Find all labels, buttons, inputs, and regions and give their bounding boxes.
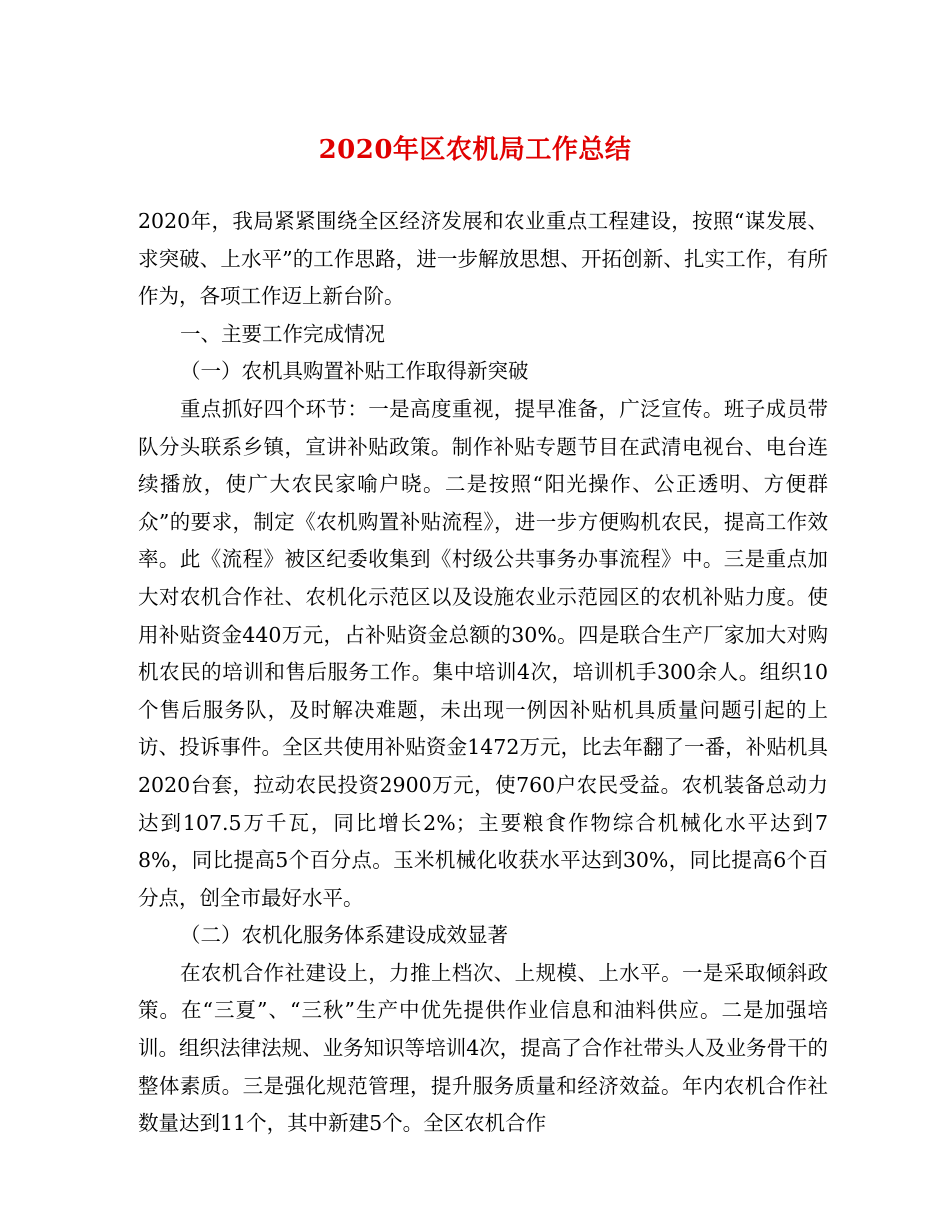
document-title: 2020年区农机局工作总结: [318, 135, 632, 165]
heading-subsection-1: （一）农机具购置补贴工作取得新突破: [180, 359, 529, 384]
heading-section-1: 一、主要工作完成情况: [180, 321, 385, 346]
paragraph-intro: 2020年，我局紧紧围绕全区经济发展和农业重点工程建设，按照“谋发展、求突破、上水平”的工作思路，进一步解放思想、开拓创新、扎实工作，有所作为，各项工作迈上新台阶。: [138, 209, 828, 309]
heading-subsection-2: （二）农机化服务体系建设成效显著: [180, 923, 508, 948]
document-body: [138, 203, 828, 1143]
paragraph-service-system: 在农机合作社建设上，力推上档次、上规模、上水平。一是采取倾斜政策。在“三夏”、“三秋”生产中优先提供作业信息和油料供应。二是加强培训。组织法律法规、业务知识等培训4次，提高了合作社带头人及业务骨干的整体素质。三是强化规范管理，提升服务质量和经济效益。年内农机合作社数量达到11个，其中新建5个。全区农机合作: [138, 960, 828, 1136]
paragraph-subsidy: 重点抓好四个环节：一是高度重视，提早准备，广泛宣传。班子成员带队分头联系乡镇，宣讲补贴政策。制作补贴专题节目在武清电视台、电台连续播放，使广大农民家喻户晓。二是按照“阳光操作、公正透明、方便群众”的要求，制定《农机购置补贴流程》，进一步方便购机农民，提高工作效率。此《流程》被区纪委收集到《村级公共事务办事流程》中。三是重点加大对农机合作社、农机化示范区以及设施农业示范园区的农机补贴力度。使用补贴资金440万元，占补贴资金总额的30%。四是联合生产厂家加大对购机农民的培训和售后服务工作。集中培训4次，培训机手300余人。组织10个售后服务队，及时解决难题，未出现一例因补贴机具质量问题引起的上访、投诉事件。全区共使用补贴资金1472万元，比去年翻了一番，补贴机具2020台套，拉动农民投资2900万元，使760户农民受益。农机装备总动力达到107.5万千瓦，同比增长2%；主要粮食作物综合机械化水平达到78%，同比提高5个百分点。玉米机械化收获水平达到30%，同比提高6个百分点，创全市最好水平。: [138, 396, 828, 910]
